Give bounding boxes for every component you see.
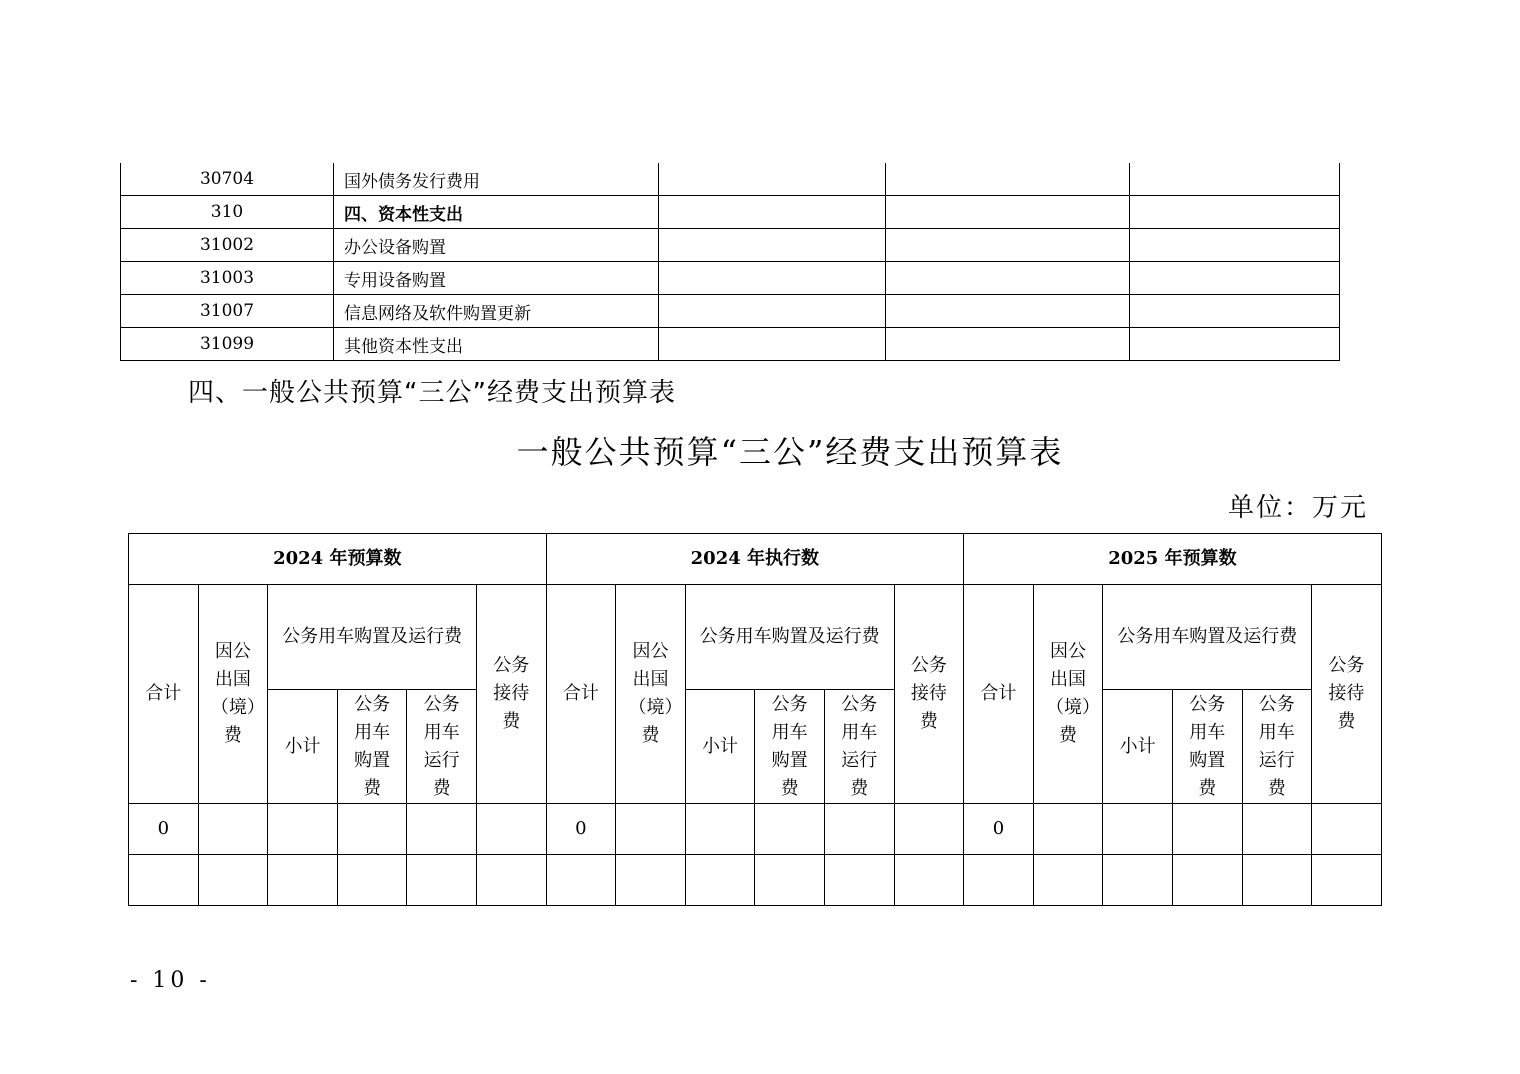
expense-classification-table bbox=[120, 163, 1340, 361]
row-name: 专用设备购置 bbox=[334, 262, 659, 295]
empty-cell bbox=[616, 804, 686, 855]
empty-cell bbox=[755, 855, 825, 906]
empty-cell bbox=[659, 262, 886, 295]
header-reception-text: 公务接待费 bbox=[493, 655, 530, 732]
row-name: 四、资本性支出 bbox=[334, 196, 659, 229]
empty-cell bbox=[616, 855, 686, 906]
table-row bbox=[121, 229, 1340, 262]
empty-cell bbox=[337, 804, 407, 855]
header-abroad bbox=[616, 585, 686, 804]
empty-cell bbox=[1033, 804, 1103, 855]
header-vehicle-purchase bbox=[337, 690, 407, 804]
header-abroad bbox=[198, 585, 268, 804]
header-abroad-text: 因公出国（境）费 bbox=[210, 641, 265, 746]
row-name: 其他资本性支出 bbox=[334, 328, 659, 361]
empty-cell bbox=[268, 855, 338, 906]
row-name: 国外债务发行费用 bbox=[334, 163, 659, 196]
empty-cell bbox=[1130, 295, 1340, 328]
header-row-groups bbox=[129, 534, 1382, 585]
empty-cell bbox=[1130, 229, 1340, 262]
table-row bbox=[129, 855, 1382, 906]
row-code: 310 bbox=[121, 196, 334, 229]
empty-cell bbox=[659, 163, 886, 196]
empty-cell bbox=[1103, 855, 1173, 906]
header-vehicle-operation bbox=[407, 690, 477, 804]
table-row bbox=[121, 295, 1340, 328]
empty-cell bbox=[886, 196, 1130, 229]
empty-cell bbox=[824, 804, 894, 855]
empty-cell bbox=[659, 229, 886, 262]
empty-cell bbox=[1130, 196, 1340, 229]
header-vehicle-purchase-text: 公务用车购置费 bbox=[354, 693, 391, 799]
header-abroad-text: 因公出国（境）费 bbox=[628, 641, 683, 746]
empty-cell bbox=[1242, 855, 1312, 906]
value-2024-budget-total: 0 bbox=[129, 804, 199, 855]
row-code: 31007 bbox=[121, 295, 334, 328]
empty-cell bbox=[894, 804, 964, 855]
table-title: 一般公共预算“三公”经费支出预算表 bbox=[516, 433, 1064, 471]
empty-cell bbox=[476, 855, 546, 906]
header-total: 合计 bbox=[964, 585, 1034, 804]
header-row-subcategories bbox=[129, 690, 1382, 804]
three-public-expenses-table bbox=[128, 533, 1382, 906]
table-row bbox=[121, 196, 1340, 229]
table-row bbox=[121, 328, 1340, 361]
header-subtotal: 小计 bbox=[1103, 690, 1173, 804]
empty-cell bbox=[886, 262, 1130, 295]
header-vehicle-text: 公务用车购置及运行费 bbox=[699, 626, 880, 647]
header-vehicle-purchase-text: 公务用车购置费 bbox=[1189, 693, 1226, 799]
empty-cell bbox=[755, 804, 825, 855]
empty-cell bbox=[1130, 163, 1340, 196]
header-vehicle-operation-text: 公务用车运行费 bbox=[1258, 693, 1295, 799]
header-vehicle-text: 公务用车购置及运行费 bbox=[282, 626, 463, 647]
table-row bbox=[121, 262, 1340, 295]
header-subtotal: 小计 bbox=[268, 690, 338, 804]
empty-cell bbox=[886, 295, 1130, 328]
header-vehicle-purchase-text: 公务用车购置费 bbox=[771, 693, 808, 799]
group-header-2025-budget: 2025 年预算数 bbox=[964, 534, 1382, 585]
header-vehicle bbox=[268, 585, 477, 690]
header-reception-text: 公务接待费 bbox=[910, 655, 947, 732]
header-abroad-text: 因公出国（境）费 bbox=[1046, 641, 1101, 746]
header-vehicle-operation-text: 公务用车运行费 bbox=[423, 693, 460, 799]
empty-cell bbox=[685, 855, 755, 906]
header-reception bbox=[894, 585, 964, 804]
header-total: 合计 bbox=[546, 585, 616, 804]
unit-label: 单位：万元 bbox=[1228, 493, 1369, 523]
empty-cell bbox=[198, 804, 268, 855]
empty-cell bbox=[894, 855, 964, 906]
header-vehicle-operation bbox=[824, 690, 894, 804]
empty-cell bbox=[1130, 262, 1340, 295]
header-vehicle bbox=[1103, 585, 1312, 690]
empty-cell bbox=[1033, 855, 1103, 906]
empty-cell bbox=[685, 804, 755, 855]
header-vehicle-operation bbox=[1242, 690, 1312, 804]
header-vehicle-text: 公务用车购置及运行费 bbox=[1117, 626, 1298, 647]
row-name: 办公设备购置 bbox=[334, 229, 659, 262]
row-code: 31002 bbox=[121, 229, 334, 262]
header-reception bbox=[476, 585, 546, 804]
table-row bbox=[121, 163, 1340, 196]
empty-cell bbox=[198, 855, 268, 906]
empty-cell bbox=[337, 855, 407, 906]
empty-cell bbox=[1312, 855, 1382, 906]
header-total: 合计 bbox=[129, 585, 199, 804]
row-code: 31099 bbox=[121, 328, 334, 361]
table-row bbox=[129, 804, 1382, 855]
header-vehicle bbox=[685, 585, 894, 690]
empty-cell bbox=[1172, 855, 1242, 906]
header-vehicle-purchase bbox=[755, 690, 825, 804]
header-reception bbox=[1312, 585, 1382, 804]
empty-cell bbox=[129, 855, 199, 906]
empty-cell bbox=[1172, 804, 1242, 855]
row-name: 信息网络及软件购置更新 bbox=[334, 295, 659, 328]
group-header-2024-actual: 2024 年执行数 bbox=[546, 534, 964, 585]
empty-cell bbox=[546, 855, 616, 906]
header-abroad bbox=[1033, 585, 1103, 804]
section-heading: 四、一般公共预算“三公”经费支出预算表 bbox=[188, 378, 676, 408]
page-number: - 10 - bbox=[130, 968, 211, 993]
empty-cell bbox=[659, 196, 886, 229]
header-vehicle-operation-text: 公务用车运行费 bbox=[841, 693, 878, 799]
empty-cell bbox=[659, 328, 886, 361]
empty-cell bbox=[268, 804, 338, 855]
value-2025-budget-total: 0 bbox=[964, 804, 1034, 855]
empty-cell bbox=[886, 163, 1130, 196]
value-2024-actual-total: 0 bbox=[546, 804, 616, 855]
empty-cell bbox=[1130, 328, 1340, 361]
empty-cell bbox=[1312, 804, 1382, 855]
empty-cell bbox=[1242, 804, 1312, 855]
empty-cell bbox=[964, 855, 1034, 906]
header-subtotal: 小计 bbox=[685, 690, 755, 804]
empty-cell bbox=[1103, 804, 1173, 855]
row-code: 30704 bbox=[121, 163, 334, 196]
header-reception-text: 公务接待费 bbox=[1328, 655, 1365, 732]
empty-cell bbox=[407, 855, 477, 906]
empty-cell bbox=[476, 804, 546, 855]
row-code: 31003 bbox=[121, 262, 334, 295]
empty-cell bbox=[886, 229, 1130, 262]
header-vehicle-purchase bbox=[1172, 690, 1242, 804]
empty-cell bbox=[886, 328, 1130, 361]
empty-cell bbox=[824, 855, 894, 906]
group-header-2024-budget: 2024 年预算数 bbox=[129, 534, 547, 585]
empty-cell bbox=[659, 295, 886, 328]
header-row-categories bbox=[129, 585, 1382, 690]
empty-cell bbox=[407, 804, 477, 855]
